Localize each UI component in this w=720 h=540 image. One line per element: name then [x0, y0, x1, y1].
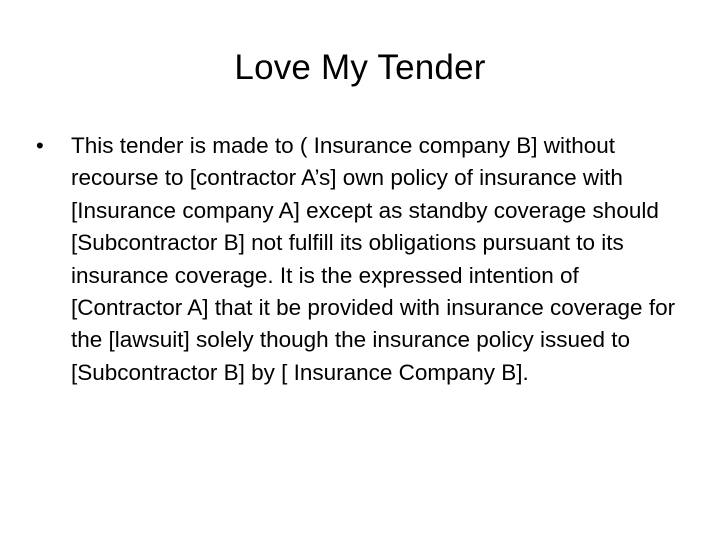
- bullet-item: [36, 130, 696, 389]
- bullet-list: [36, 130, 696, 389]
- bullet-text: This tender is made to ( Insurance company B] without recourse to [contractor A’s] own policy of insurance with [Insurance company A] except as standby coverage should [Subcontractor B] not fulfill its obligations pursuant to its insurance coverage. It is the expressed intention of [Contractor A] that it be provided with insurance coverage for the [lawsuit] solely though the insurance policy issued to [Subcontractor B] by [ Insurance Company B].: [71, 133, 676, 385]
- slide-title: Love My Tender: [234, 48, 486, 87]
- bullet-marker: •: [36, 133, 44, 158]
